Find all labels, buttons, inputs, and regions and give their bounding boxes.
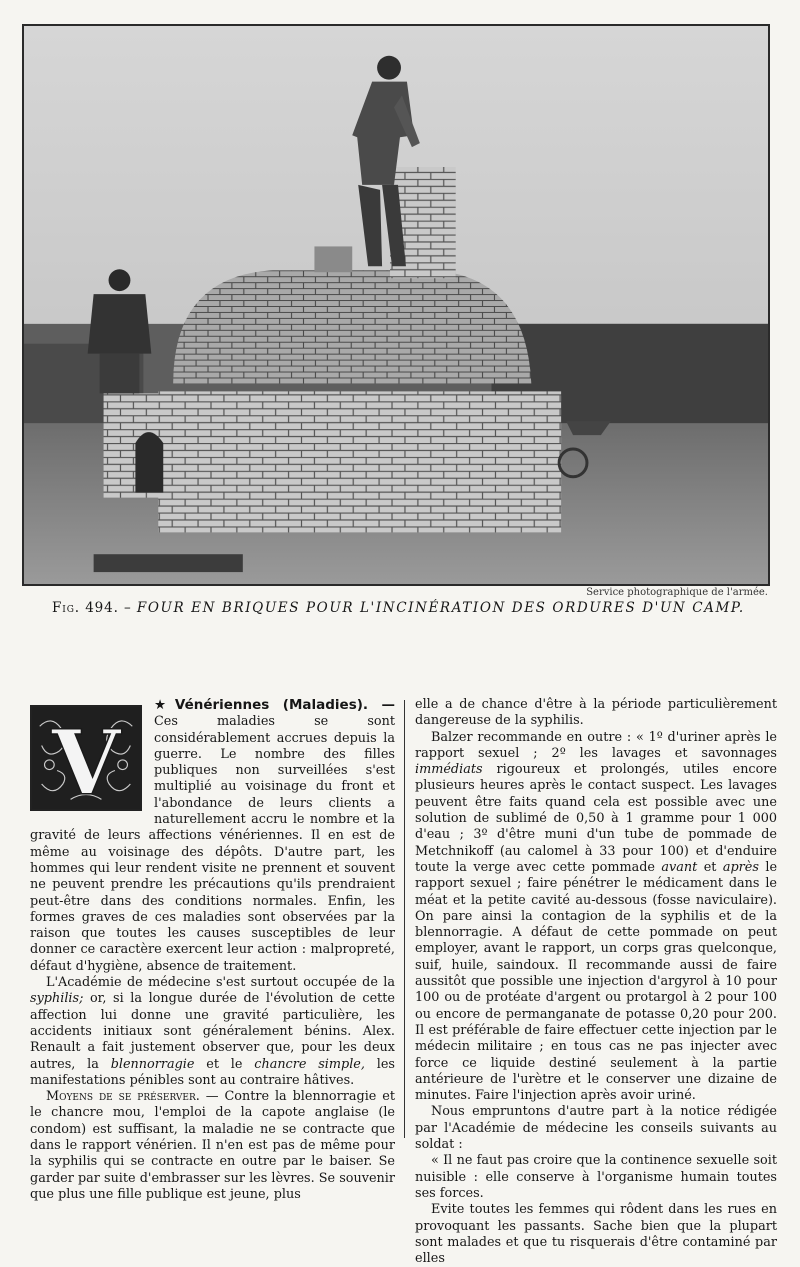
entry-star: ★	[154, 697, 175, 713]
term-chancre-simple: chancre simple,	[254, 1056, 365, 1072]
right-column	[415, 697, 777, 1267]
prevention-paragraph	[30, 1089, 395, 1203]
academy-paragraph	[30, 975, 395, 1089]
term-syphilis: syphilis;	[30, 991, 84, 1007]
term-blennorragie: blennorragie	[110, 1056, 195, 1072]
continuation-paragraph: elle a de chance d'être à la période particulièrement dangereuse de la syphilis.	[415, 697, 777, 729]
caption-dash: –	[118, 600, 137, 616]
academy-text-1: L'Académie de médecine s'est surtout occupée de la	[46, 975, 395, 991]
academy-text-3: et le	[194, 1056, 255, 1072]
term-avant: avant	[661, 859, 698, 875]
figure-title: FOUR EN BRIQUES POUR L'INCINÉRATION DES ORDURES D'UN CAMP.	[136, 600, 745, 616]
balzer-text-3: et	[697, 859, 723, 875]
figure-caption	[52, 600, 772, 616]
balzer-text-4: le rapport sexuel ; faire pénétrer le médicament dans le méat et la petite cavité au-dessous (fosse naviculaire). On pare ainsi la contagion de la syphilis et de la blennorragie. A défaut de cette pommade on peut employer, avant le rapport, un corps gras quelconque, suif, huile, saindoux. Il recommande aussi de faire aussitôt que possible une injection d'argyrol à 10 pour 100 ou de protéate d'argent ou protargol à 2 pour 100 ou encore de permanganate de potasse 0,20 pour 200. Il est préférable de faire effectuer cette injection par le médecin militaire ; en tous cas ne pas injecter avec force ce liquide destiné seulement à la partie antérieure de l'urètre et le conserver une dizaine de minutes. Faire l'injection après avoir uriné.	[415, 859, 778, 1104]
photo-credit: Service photographique de l'armée.	[586, 587, 768, 598]
dropcap-letter: V	[51, 710, 121, 809]
dropcap-v-icon	[32, 707, 140, 809]
continence-paragraph: « Il ne faut pas croire que la continence sexuelle soit nuisible : elle conserve à l'organisme humain toutes ses forces.	[415, 1153, 777, 1201]
balzer-paragraph	[415, 730, 777, 1105]
entry-heading: Vénériennes (Maladies). —	[174, 697, 395, 713]
intro-paragraph: Ces maladies se sont considérablement accrues depuis la guerre. Le nombre des filles publiques non surveillées s'est multiplié au voisinage du front et l'abondance de leurs clients a naturellement accru le nombre et la gravité de leurs affections vénériennes. Il en est de même au voisinage des dépôts. D'autre part, les hommes qui leur rendent visite ne prennent et souvent ne peuvent prendre les précautions qu'ils prendraient peut-être dans des conditions normales. Enfin, les formes graves de ces maladies sont observées par la raison que toutes les causes susceptibles de leur donner ce caractère exercent leur action : malpropreté, défaut d'hygiène, absence de traitement.	[30, 714, 395, 974]
academy-text-2: or, si la longue durée de l'évolution de cette affection lui donne une gravité particulière, les accidents initiaux sont généralement bénins. Alex. Renault a fait justement observer que, pour les deux autres, la	[30, 991, 395, 1072]
ornamental-dropcap	[30, 705, 142, 811]
brick-oven-photo	[24, 26, 768, 584]
term-apres: après	[722, 859, 759, 875]
academy-text-4: les manifestations pénibles sont au contraire hâtives.	[30, 1056, 395, 1088]
prevention-heading: Moyens de se préserver.	[46, 1089, 200, 1105]
balzer-text-2: rigoureux et prolongés, utiles encore plusieurs heures après le contact suspect. Les lavages peuvent être faits quand cela est possible avec une solution de sublimé de 0,50 à 1 gramme pour 1 000 d'eau ; 3º d'être muni d'un tube de pommade de Metchnikoff (au calomel à 33 pour 100) et d'enduire toute la verge avec cette pommade	[415, 762, 777, 875]
term-immediats: immédiats	[415, 762, 483, 778]
figure-photo	[22, 24, 770, 586]
column-divider	[404, 700, 405, 1138]
balzer-text-1: Balzer recommande en outre : « 1º d'uriner après le rapport sexuel ; 2º les lavages et savonnages	[415, 729, 777, 761]
prevention-text: — Contre la blennorragie et le chancre mou, l'emploi de la capote anglaise (le condom) est suffisant, la maladie ne se contracte que dans le rapport vénérien. Il n'en est pas de même pour la syphilis qui se contracte en outre par le baiser. Se garder par suite d'embrasser sur les lèvres. Se souvenir que plus une fille publique est jeune, plus	[30, 1089, 395, 1202]
figure-number: Fig. 494.	[52, 600, 119, 616]
academy-notice-paragraph: Nous empruntons d'autre part à la notice rédigée par l'Académie de médecine les conseils suivants au soldat :	[415, 1104, 777, 1153]
avoid-women-paragraph: Evite toutes les femmes qui rôdent dans les rues en provoquant les passants. Sache bien que la plupart sont malades et que tu risquerais d'être contaminé par elles	[415, 1202, 777, 1267]
left-column	[30, 697, 395, 1203]
